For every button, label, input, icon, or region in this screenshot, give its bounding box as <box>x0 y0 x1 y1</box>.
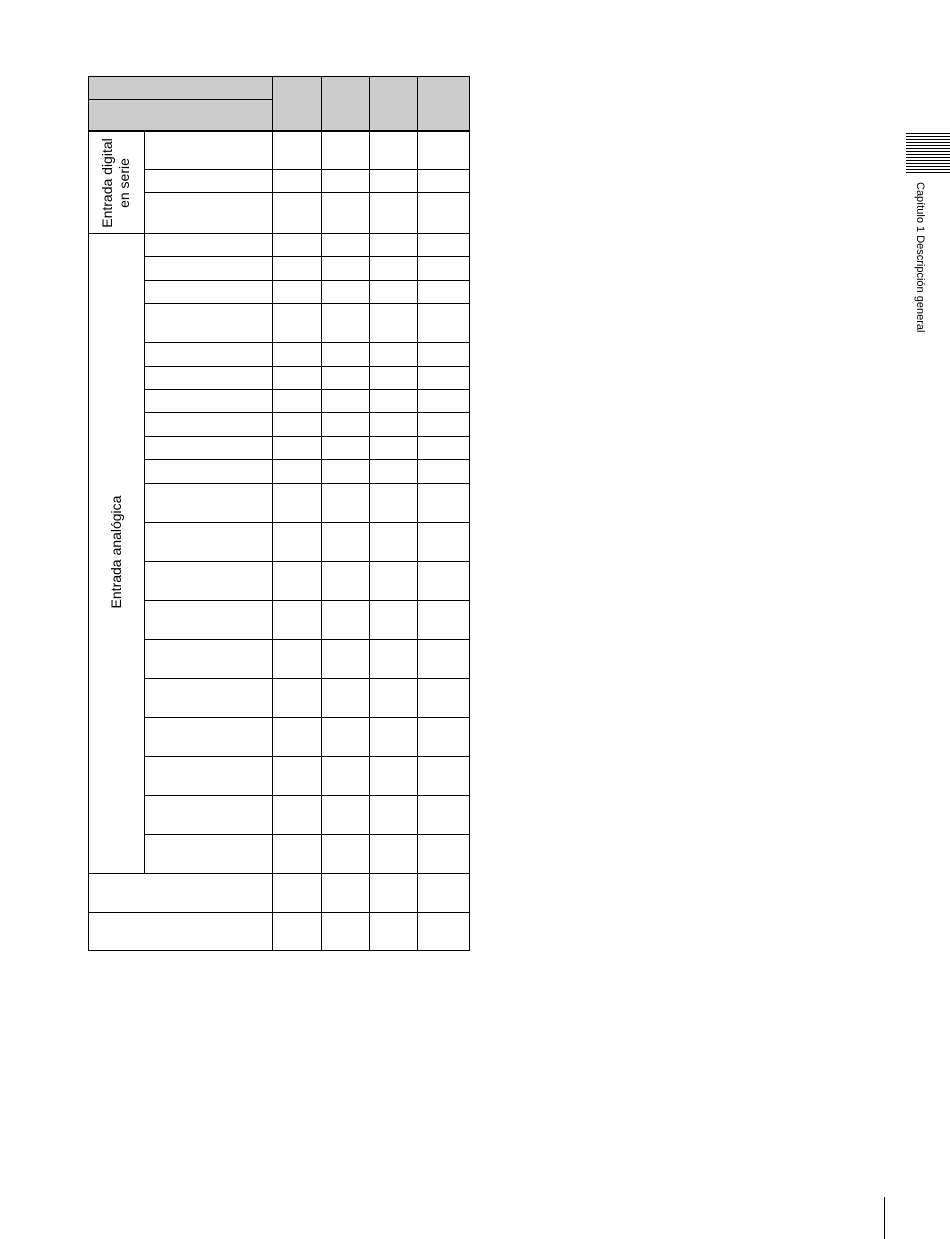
page-rule <box>884 1197 885 1239</box>
header-bottom-rule <box>88 130 470 132</box>
row-line <box>144 303 470 304</box>
row-line <box>144 834 470 835</box>
row-line <box>144 639 470 640</box>
row-line <box>144 366 470 367</box>
table-border-bottom <box>88 950 470 951</box>
row-line <box>144 600 470 601</box>
section-divider <box>88 873 470 874</box>
row-line <box>144 459 470 460</box>
row-line <box>144 436 470 437</box>
row-line <box>144 412 470 413</box>
column-divider <box>272 76 273 951</box>
row-line <box>144 483 470 484</box>
spec-table <box>88 76 470 951</box>
chapter-thumb-index <box>906 133 950 175</box>
chapter-label: Capítulo 1 Descripción general <box>914 182 926 333</box>
row-line <box>144 342 470 343</box>
table-border-left <box>88 76 89 951</box>
row-line <box>144 389 470 390</box>
group-label-digital: Entrada digital en serie <box>99 138 132 228</box>
row-line <box>144 280 470 281</box>
column-divider <box>321 76 322 951</box>
row-line <box>144 678 470 679</box>
row-line <box>144 169 470 170</box>
section-divider <box>88 233 470 234</box>
row-line <box>144 795 470 796</box>
column-divider <box>369 76 370 951</box>
group-divider <box>144 131 145 873</box>
row-line <box>88 912 470 913</box>
row-line <box>144 717 470 718</box>
table-border-right <box>469 76 470 951</box>
header-bottom-left <box>88 100 272 130</box>
row-line <box>144 522 470 523</box>
header-top-left <box>88 76 272 99</box>
group-label-analog: Entrada analógica <box>107 495 124 609</box>
row-line <box>144 256 470 257</box>
column-divider <box>417 76 418 951</box>
row-line <box>144 192 470 193</box>
row-line <box>144 756 470 757</box>
row-line <box>144 561 470 562</box>
